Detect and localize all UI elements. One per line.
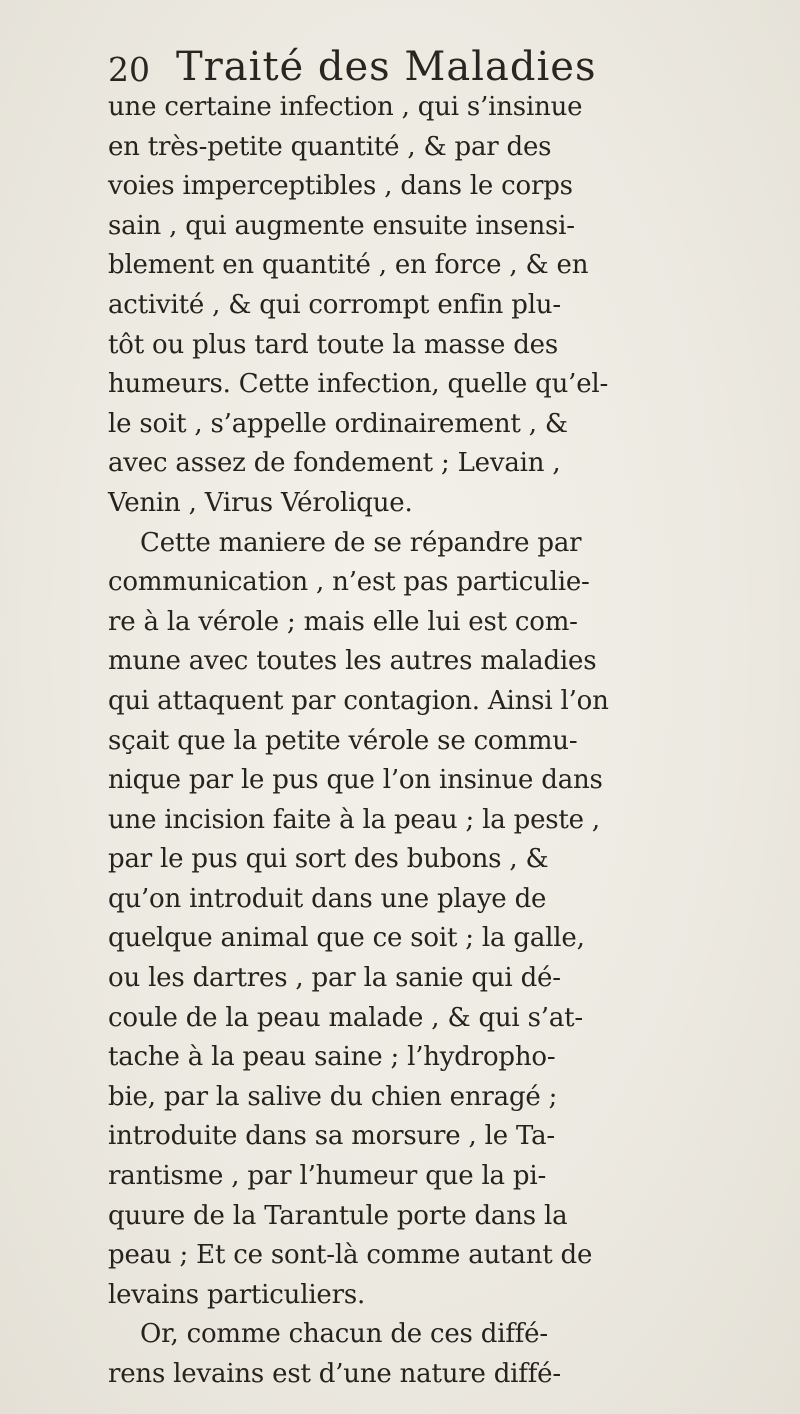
text-line: Venin , Virus Vérolique. bbox=[108, 487, 413, 518]
text-line: par le pus qui sort des bubons , & bbox=[108, 844, 549, 875]
text-line: rens levains est d’une nature diffé- bbox=[108, 1359, 561, 1389]
text-line: peau ; Et ce sont-là comme autant de bbox=[108, 1240, 593, 1271]
running-title: Traité des Maladies bbox=[176, 44, 597, 90]
text-line: nique par le pus que l’on insinue dans bbox=[108, 765, 603, 796]
page-header bbox=[108, 44, 748, 94]
text-line: qu’on introduit dans une playe de bbox=[108, 883, 547, 914]
text-line: communication , n’est pas particulie- bbox=[108, 567, 590, 598]
text-line: mune avec toutes les autres maladies bbox=[108, 646, 597, 677]
text-line: une incision faite à la peau ; la peste , bbox=[108, 804, 600, 835]
text-line: tôt ou plus tard toute la masse des bbox=[108, 329, 558, 360]
text-line: ou les dartres , par la sanie qui dé- bbox=[108, 963, 561, 994]
text-line: re à la vérole ; mais elle lui est com- bbox=[108, 606, 578, 637]
text-line: une certaine infection , qui s’insinue bbox=[108, 92, 583, 122]
paragraph-start-line: Cette maniere de se répandre par bbox=[140, 527, 582, 558]
page-number: 20 bbox=[108, 50, 150, 89]
text-line: rantisme , par l’humeur que la pi- bbox=[108, 1161, 547, 1192]
text-line: voies imperceptibles , dans le corps bbox=[108, 171, 573, 202]
text-line: introduite dans sa morsure , le Ta- bbox=[108, 1121, 556, 1152]
body-text bbox=[108, 88, 738, 1395]
text-line: en très-petite quantité , & par des bbox=[108, 131, 552, 162]
text-line: humeurs. Cette infection, quelle qu’el- bbox=[108, 369, 609, 400]
text-line: activité , & qui corrompt enfin plu- bbox=[108, 289, 561, 320]
text-line: le soit , s’appelle ordinairement , & bbox=[108, 408, 568, 439]
text-line: sçait que la petite vérole se commu- bbox=[108, 725, 578, 756]
text-line: quelque animal que ce soit ; la galle, bbox=[108, 923, 585, 954]
text-line: levains particuliers. bbox=[108, 1279, 366, 1310]
text-line: avec assez de fondement ; Levain , bbox=[108, 448, 561, 479]
text-line: blement en quantité , en force , & en bbox=[108, 250, 589, 281]
text-line: qui attaquent par contagion. Ainsi l’on bbox=[108, 685, 609, 716]
paragraph-start-line: Or, comme chacun de ces diffé- bbox=[140, 1319, 548, 1350]
text-line: bie, par la salive du chien enragé ; bbox=[108, 1081, 558, 1112]
text-line: tache à la peau saine ; l’hydropho- bbox=[108, 1042, 556, 1073]
text-line: quure de la Tarantule porte dans la bbox=[108, 1200, 568, 1231]
text-line: coule de la peau malade , & qui s’at- bbox=[108, 1002, 583, 1033]
text-line: sain , qui augmente ensuite insensi- bbox=[108, 210, 575, 241]
